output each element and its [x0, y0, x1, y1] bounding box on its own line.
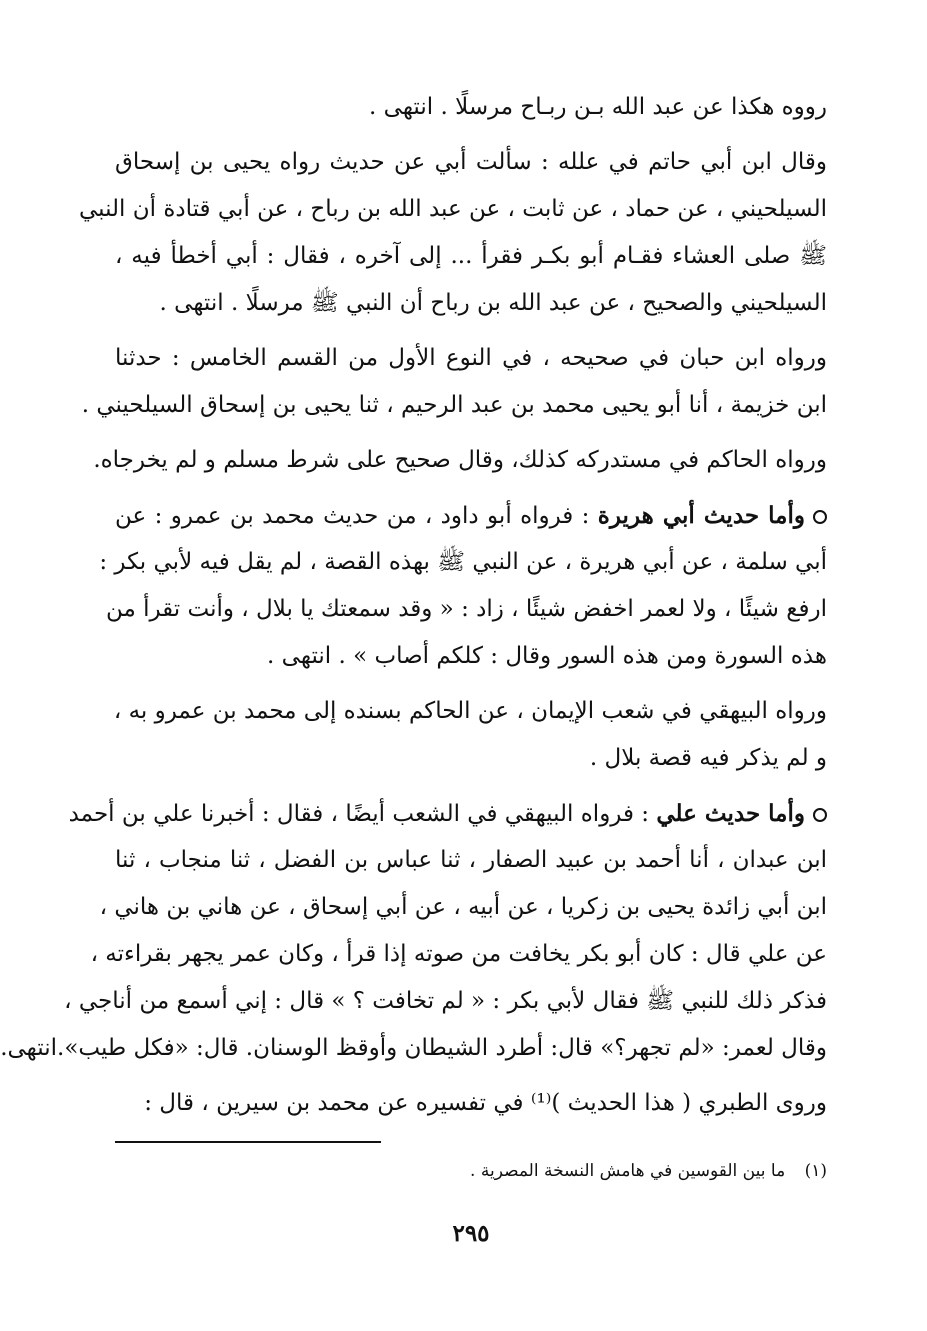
line-text: ابن خزيمة ، أنا أبو يحيى محمد بن عبد الرحيم ، ثنا يحيى بن إسحاق السيلحيني . [81, 392, 827, 418]
text-line [105, 586, 827, 633]
text-line [115, 233, 827, 280]
page-number: ٢٩٥ [452, 1220, 490, 1247]
line-text: ارفع شيئًا ، ولا لعمر اخفض شيئًا ، زاد : « وقد سمعتك يا بلال ، وأنت تقرأ من [105, 596, 827, 622]
paragraph [115, 84, 827, 131]
line-text: ابن أبي زائدة يحيى بن زكريا ، عن أبيه ، عن أبي إسحاق ، عن هاني بن هاني ، [99, 894, 827, 920]
paragraph [93, 437, 827, 484]
text-line [115, 492, 827, 539]
section-heading: وأما حديث علي [656, 800, 805, 827]
text-line [115, 280, 827, 327]
text-line [115, 837, 827, 884]
line-text: ورواه البيهقي في شعب الإيمان ، عن الحاكم بسنده إلى محمد بن عمرو به ، [113, 698, 827, 724]
line-text: رووه هكذا عن عبد الله بـن ربـاح مرسلًا . انتهى . [369, 94, 827, 120]
paragraph [81, 335, 827, 429]
text-line [90, 931, 827, 978]
line-text: : فرواه أبو داود ، من حديث محمد بن عمرو : عن [115, 503, 590, 529]
line-text: وقال لعمر: «لم تجهر؟» قال: أطرد الشيطان وأوقظ الوسنان. قال: «فكل طيب».انتهى. [0, 1035, 827, 1061]
line-text: ابن عبدان ، أنا أحمد بن عبيد الصفار ، ثنا عباس بن الفضل ، ثنا منجاب ، ثنا [115, 847, 827, 873]
line-text: أبي سلمة ، عن أبي هريرة ، عن النبي ﷺ بهذه القصة ، لم يقل فيه لأبي بكر : [99, 549, 827, 575]
circle-bullet-icon [813, 510, 827, 524]
footnote-number: (١) [804, 1161, 827, 1181]
line-text: ﷺ صلى العشاء فقـام أبو بكـر فقرأ ... إلى آخره ، فقال : أبي أخطأ فيه ، [115, 243, 827, 269]
text-line [68, 790, 827, 837]
line-text: وقال ابن أبي حاتم في علله : سألت أبي عن حديث رواه يحيى بن إسحاق [115, 149, 827, 175]
text-line [115, 1080, 827, 1127]
text-line [115, 84, 827, 131]
section-heading: وأما حديث أبي هريرة [597, 502, 806, 529]
text-line [64, 978, 827, 1025]
footnote [115, 1158, 827, 1184]
text-line [81, 382, 827, 429]
line-text: ورواه الحاكم في مستدركه كذلك، وقال صحيح على شرط مسلم و لم يخرجاه. [93, 447, 827, 473]
text-line [115, 688, 827, 735]
text-line [99, 884, 827, 931]
paragraph [78, 139, 827, 327]
text-line [115, 139, 827, 186]
paragraph [115, 688, 827, 782]
paragraph [99, 492, 827, 680]
text-line [99, 539, 827, 586]
line-text: و لم يذكر فيه قصة بلال . [589, 745, 827, 771]
line-text: عن علي قال : كان أبو بكر يخافت من صوته إذا قرأ ، وكان عمر يجهر بقراءته ، [90, 941, 827, 967]
line-text: : فرواه البيهقي في الشعب أيضًا ، فقال : أخبرنا علي بن أحمد [68, 801, 650, 827]
paragraph [115, 1080, 827, 1127]
line-text: فذكر ذلك للنبي ﷺ فقال لأبي بكر : « لم تخافت ؟ » قال : إني أسمع من أناجي ، [64, 988, 827, 1014]
line-text: السيلحيني ، عن حماد ، عن ثابت ، عن عبد الله بن رباح ، عن أبي قتادة أن النبي [78, 196, 827, 222]
text-line [78, 186, 827, 233]
line-text: ورواه ابن حبان في صحيحه ، في النوع الأول من القسم الخامس : حدثنا [115, 345, 827, 371]
circle-bullet-icon [813, 808, 827, 822]
text-line [0, 1025, 827, 1072]
text-line [115, 335, 827, 382]
text-line [93, 437, 827, 484]
line-text: وروى الطبري ( هذا الحديث )⁽¹⁾ في تفسيره عن محمد بن سيرين ، قال : [144, 1090, 827, 1116]
text-line [115, 633, 827, 680]
paragraph [0, 790, 827, 1072]
text-line [115, 735, 827, 782]
footnote-divider [115, 1141, 381, 1143]
line-text: هذه السورة ومن هذه السور وقال : كلكم أصاب » . انتهى . [267, 643, 827, 669]
footnote-text: ما بين القوسين في هامش النسخة المصرية . [470, 1161, 786, 1181]
main-text [0, 84, 827, 1127]
line-text: السيلحيني والصحيح ، عن عبد الله بن رباح أن النبي ﷺ مرسلًا . انتهى . [159, 290, 827, 316]
